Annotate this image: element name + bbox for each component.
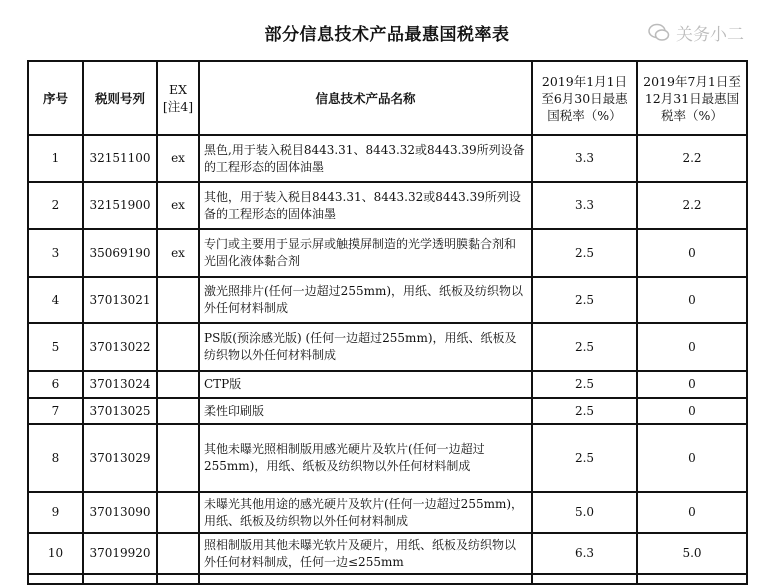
tariff-code: 37019920 <box>83 533 157 574</box>
rate-h1: 2.5 <box>532 229 637 277</box>
table-row <box>28 135 747 182</box>
table-row <box>28 371 747 398</box>
rate-h1: 2.5 <box>532 398 637 424</box>
row-number: 4 <box>28 277 83 323</box>
watermark <box>648 20 744 45</box>
tariff-code: 37013090 <box>83 492 157 533</box>
rate-h1: 5.0 <box>532 492 637 533</box>
product-name: 黑色,用于装入税目8443.31、8443.32或8443.39所列设备的工程形态的固体油墨 <box>199 135 532 182</box>
header-no: 序号 <box>28 61 83 135</box>
rate-h2: 5.0 <box>637 533 747 574</box>
empty-cell <box>83 574 157 584</box>
empty-cell <box>637 574 747 584</box>
row-number: 3 <box>28 229 83 277</box>
tariff-code: 32151100 <box>83 135 157 182</box>
rate-h2: 0 <box>637 323 747 371</box>
tariff-table <box>27 60 748 585</box>
product-name: 照相制版用其他未曝光软片及硬片，用纸、纸板及纺织物以外任何材料制成，任何一边≤255mm <box>199 533 532 574</box>
rate-h1: 2.5 <box>532 371 637 398</box>
header-name: 信息技术产品名称 <box>199 61 532 135</box>
rate-h2: 0 <box>637 371 747 398</box>
ex-mark <box>157 277 199 323</box>
tariff-code: 37013025 <box>83 398 157 424</box>
empty-cell <box>28 574 83 584</box>
table-row <box>28 533 747 574</box>
rate-h2: 0 <box>637 398 747 424</box>
table-row <box>28 424 747 492</box>
rate-h2: 0 <box>637 229 747 277</box>
row-number: 10 <box>28 533 83 574</box>
tariff-code: 37013029 <box>83 424 157 492</box>
row-number: 1 <box>28 135 83 182</box>
ex-mark <box>157 398 199 424</box>
tariff-code: 37013024 <box>83 371 157 398</box>
row-number: 7 <box>28 398 83 424</box>
ex-mark: ex <box>157 135 199 182</box>
rate-h1: 3.3 <box>532 135 637 182</box>
ex-mark: ex <box>157 229 199 277</box>
ex-mark <box>157 424 199 492</box>
tariff-code: 35069190 <box>83 229 157 277</box>
table-row <box>28 492 747 533</box>
wechat-icon <box>648 23 670 43</box>
product-name: PS版(预涂感光版) (任何一边超过255mm)，用纸、纸板及纺织物以外任何材料制成 <box>199 323 532 371</box>
product-name: 其他，用于装入税目8443.31、8443.32或8443.39所列设备的工程形态的固体油墨 <box>199 182 532 229</box>
header-code: 税则号列 <box>83 61 157 135</box>
table-row <box>28 323 747 371</box>
rate-h2: 0 <box>637 424 747 492</box>
tariff-code: 37013021 <box>83 277 157 323</box>
table-row <box>28 182 747 229</box>
rate-h1: 2.5 <box>532 323 637 371</box>
product-name: CTP版 <box>199 371 532 398</box>
empty-cell <box>199 574 532 584</box>
rate-h1: 3.3 <box>532 182 637 229</box>
rate-h2: 2.2 <box>637 182 747 229</box>
product-name: 其他未曝光照相制版用感光硬片及软片(任何一边超过255mm)，用纸、纸板及纺织物以外任何材料制成 <box>199 424 532 492</box>
empty-cell <box>532 574 637 584</box>
empty-cell <box>157 574 199 584</box>
watermark-text: 关务小二 <box>676 25 744 45</box>
ex-mark <box>157 533 199 574</box>
product-name: 柔性印刷版 <box>199 398 532 424</box>
tariff-code: 37013022 <box>83 323 157 371</box>
tariff-code: 32151900 <box>83 182 157 229</box>
row-number: 8 <box>28 424 83 492</box>
rate-h1: 2.5 <box>532 424 637 492</box>
product-name: 未曝光其他用途的感光硬片及软片(任何一边超过255mm)，用纸、纸板及纺织物以外任何材料制成 <box>199 492 532 533</box>
rate-h1: 6.3 <box>532 533 637 574</box>
rate-h1: 2.5 <box>532 277 637 323</box>
ex-mark <box>157 492 199 533</box>
table-row <box>28 398 747 424</box>
ex-mark: ex <box>157 182 199 229</box>
row-number: 6 <box>28 371 83 398</box>
table-row <box>28 229 747 277</box>
rate-h2: 0 <box>637 492 747 533</box>
header-rate2: 2019年7月1日至12月31日最惠国税率（%） <box>637 61 747 135</box>
table-row <box>28 574 747 584</box>
ex-mark <box>157 371 199 398</box>
table-row <box>28 277 747 323</box>
page-title: 部分信息技术产品最惠国税率表 <box>264 25 510 45</box>
row-number: 2 <box>28 182 83 229</box>
row-number: 5 <box>28 323 83 371</box>
product-name: 专门或主要用于显示屏或触摸屏制造的光学透明膜黏合剂和光固化液体黏合剂 <box>199 229 532 277</box>
header-ex: EX [注4] <box>157 61 199 135</box>
header-row <box>28 61 747 135</box>
header-rate1: 2019年1月1日至6月30日最惠国税率（%） <box>532 61 637 135</box>
ex-mark <box>157 323 199 371</box>
row-number: 9 <box>28 492 83 533</box>
rate-h2: 0 <box>637 277 747 323</box>
product-name: 激光照排片(任何一边超过255mm)，用纸、纸板及纺织物以外任何材料制成 <box>199 277 532 323</box>
rate-h2: 2.2 <box>637 135 747 182</box>
